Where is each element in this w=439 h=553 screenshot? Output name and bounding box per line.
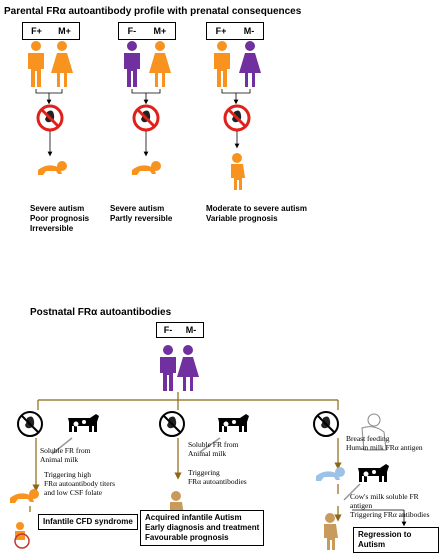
- branch-3-cow-label: [350, 492, 439, 519]
- mother-figure-icon: [51, 41, 73, 87]
- group-1-merge-arrow: [36, 89, 62, 102]
- label-line: Soluble FR from: [40, 446, 91, 455]
- branch-3-feeding-label: [346, 434, 423, 452]
- prenatal-title: Parental FRα autoantibody profile with prenatal consequences: [4, 6, 302, 17]
- mother-figure-icon: [177, 345, 199, 391]
- group-2-outcome: [110, 204, 172, 224]
- branch-tree-lines: [38, 392, 338, 410]
- branch-1-result: Infantile CFD syndrome: [38, 514, 138, 530]
- branch-3-result: Regression to Autism: [353, 527, 439, 553]
- cow-icon: [68, 414, 99, 432]
- mother-figure-icon: [239, 41, 261, 87]
- fetus-icon: [18, 412, 42, 436]
- label-line: and low CSF folate: [44, 488, 103, 497]
- prohibited-fetus-icon: [38, 106, 62, 130]
- outcome-line: Partly reversible: [110, 214, 173, 223]
- father-figure-icon: [124, 41, 140, 87]
- outcome-line: Poor prognosis: [30, 214, 90, 223]
- mother-label: M-: [185, 325, 197, 335]
- label-line: FRα autoantibody titers: [44, 479, 116, 488]
- label-line: Cow's milk soluble FR antigen: [350, 492, 419, 510]
- cow-icon: [218, 414, 249, 432]
- branch-2-result: [140, 510, 264, 546]
- group-3-merge-arrow: [222, 89, 250, 102]
- crawling-baby-icon: [132, 161, 161, 175]
- wheelchair-child-icon: [15, 522, 29, 548]
- group-2-figures: [124, 41, 171, 87]
- crawling-baby-icon: [316, 467, 345, 481]
- group-2-merge-arrow: [132, 89, 160, 102]
- postnatal-title: Postnatal FRα autoantibodies: [30, 307, 172, 318]
- result-line: Early diagnosis and treatment: [145, 523, 260, 532]
- mother-figure-icon: [149, 41, 171, 87]
- mother-label: M+: [153, 26, 167, 36]
- label-line: Animal milk: [188, 449, 227, 458]
- fetus-icon: [314, 412, 338, 436]
- mother-label: M-: [243, 26, 255, 36]
- prohibited-fetus-icon: [225, 106, 249, 130]
- label-line: Triggering: [188, 468, 220, 477]
- group-1-outcome: [30, 204, 89, 234]
- group-3-figures: [214, 41, 261, 87]
- label-line: Triggering high: [44, 470, 92, 479]
- standing-toddler-icon: [324, 513, 338, 550]
- fetus-icon: [160, 412, 184, 436]
- branch-2-trigger-label: [188, 468, 247, 486]
- result-line: Acquired infantile Autism: [145, 513, 242, 522]
- father-label: F+: [215, 26, 227, 36]
- result-line: Favourable prognosis: [145, 533, 229, 542]
- outcome-line: Moderate to severe autism: [206, 204, 307, 213]
- cow-icon: [358, 464, 389, 482]
- crawling-baby-icon: [38, 161, 67, 175]
- outcome-line: Severe autism: [30, 204, 85, 213]
- postnatal-parent-box: [156, 322, 204, 338]
- father-figure-icon: [28, 41, 44, 87]
- label-line: Animal milk: [40, 455, 79, 464]
- father-label: F-: [127, 26, 137, 36]
- standing-toddler-icon: [231, 153, 245, 190]
- outcome-line: Variable prognosis: [206, 214, 278, 223]
- outcome-line: Irreversible: [30, 224, 74, 233]
- group-1-figures: [28, 41, 73, 87]
- father-figure-icon: [160, 345, 176, 391]
- label-line: Soluble FR from: [188, 440, 239, 449]
- postnatal-parents: [160, 345, 199, 391]
- label-line: FRα autoantibodies: [188, 477, 247, 486]
- father-label: F-: [163, 325, 173, 335]
- branch-1-trigger-label: [44, 470, 115, 497]
- father-label: F+: [31, 26, 42, 36]
- mother-label: M+: [58, 26, 71, 36]
- label-line: Human milk FRα antigen: [346, 443, 423, 452]
- label-line: Breast feeding: [346, 434, 390, 443]
- father-figure-icon: [214, 41, 230, 87]
- branch-2-milk-label: [188, 440, 238, 458]
- outcome-line: Severe autism: [110, 204, 165, 213]
- label-line: Triggering FRα antibodies: [350, 510, 430, 519]
- group-3-outcome: [206, 204, 307, 224]
- prohibited-fetus-icon: [134, 106, 158, 130]
- crawling-baby-icon: [10, 489, 39, 503]
- branch-1-milk-label: [40, 446, 90, 464]
